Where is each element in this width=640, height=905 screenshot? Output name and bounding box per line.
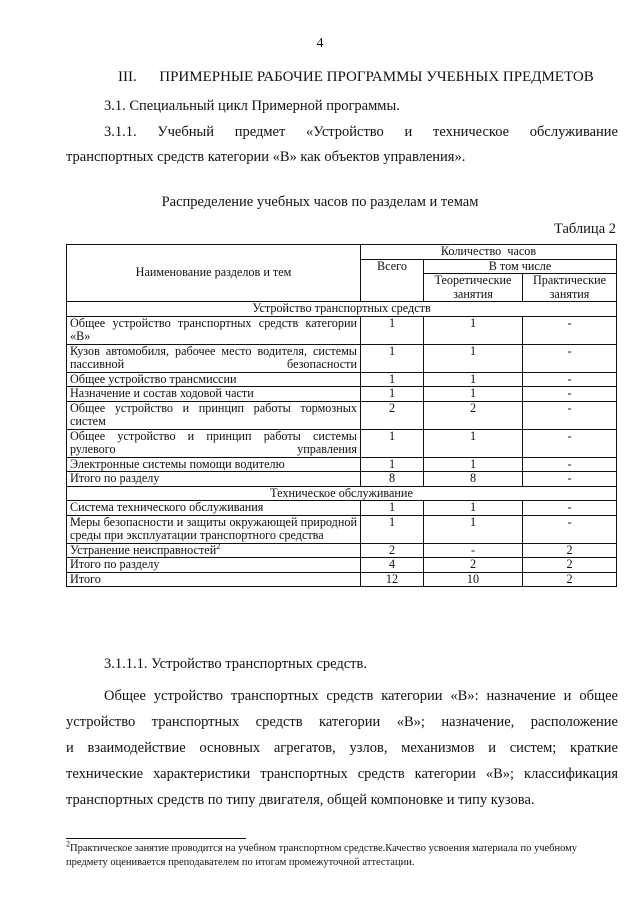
theory-cell: 1 bbox=[424, 457, 523, 472]
total-cell: 1 bbox=[361, 387, 424, 402]
footnote bbox=[66, 839, 618, 870]
table-caption: Распределение учебных часов по разделам и темам bbox=[161, 194, 479, 210]
body-line-2: устройство транспортных средств категории «В»; назначение, расположение bbox=[66, 714, 618, 730]
practice-cell: - bbox=[523, 429, 617, 457]
hours-table bbox=[66, 244, 617, 587]
theory-cell: 1 bbox=[424, 387, 523, 402]
table-row bbox=[67, 429, 617, 457]
subject-line-2: транспортных средств категории «В» как объектов управления». bbox=[66, 149, 466, 165]
topic-name: Общее устройство и принцип работы системы рулевого управления bbox=[67, 429, 361, 457]
table-row bbox=[67, 387, 617, 402]
total-cell: 1 bbox=[361, 515, 424, 543]
header-total: Всего bbox=[361, 259, 424, 302]
table-row bbox=[67, 372, 617, 387]
table-row bbox=[67, 515, 617, 543]
total-cell: 1 bbox=[361, 372, 424, 387]
practice-cell: - bbox=[523, 501, 617, 516]
topic-name: Общее устройство и принцип работы тормозных систем bbox=[67, 401, 361, 429]
body-line-1: Общее устройство транспортных средств категории «В»: назначение и общее bbox=[104, 688, 618, 704]
table-row bbox=[67, 401, 617, 429]
theory-cell: 1 bbox=[424, 501, 523, 516]
footnote-mark: 2 bbox=[216, 541, 221, 551]
topic-name: Общее устройство трансмиссии bbox=[67, 372, 361, 387]
table-row bbox=[67, 501, 617, 516]
section-heading: Устройство транспортных средств bbox=[67, 302, 617, 317]
theory-cell: 2 bbox=[424, 401, 523, 429]
table-row bbox=[67, 457, 617, 472]
practice-cell: - bbox=[523, 372, 617, 387]
table-row bbox=[67, 543, 617, 558]
practice-cell: - bbox=[523, 401, 617, 429]
footnote-text: Практическое занятие проводится на учебном транспортном средстве.Качество усвоения материала по учебному предмету оценивается преподавателем по итогам промежуточной аттестации. bbox=[66, 843, 578, 868]
practice-cell: - bbox=[523, 387, 617, 402]
subject-line-1: 3.1.1. Учебный предмет «Устройство и техническое обслуживание bbox=[104, 124, 618, 140]
topic-name: Итого по разделу bbox=[67, 472, 361, 487]
topic-name: Назначение и состав ходовой части bbox=[67, 387, 361, 402]
topic-name: Система технического обслуживания bbox=[67, 501, 361, 516]
practice-cell: - bbox=[523, 316, 617, 344]
subheading-3111: 3.1.1.1. Устройство транспортных средств. bbox=[104, 656, 367, 672]
header-practice: Практические занятия bbox=[523, 274, 617, 302]
total-cell: 2 bbox=[361, 543, 424, 558]
header-theory: Теоретические занятия bbox=[424, 274, 523, 302]
body-line-5: транспортных средств по типу двигателя, общей компоновке и типу кузова. bbox=[66, 792, 535, 808]
subsection-title: 3.1. Специальный цикл Примерной программы. bbox=[104, 98, 400, 114]
total-cell: 1 bbox=[361, 429, 424, 457]
practice-cell: 2 bbox=[523, 543, 617, 558]
theory-cell: - bbox=[424, 543, 523, 558]
theory-cell: 1 bbox=[424, 372, 523, 387]
topic-name: Устранение неисправностей$^2$ bbox=[67, 543, 361, 558]
footnote-divider bbox=[66, 838, 246, 839]
table-row bbox=[67, 316, 617, 344]
topic-name: Меры безопасности и защиты окружающей природной среды при эксплуатации транспортного средства bbox=[67, 515, 361, 543]
total-cell: 1 bbox=[361, 344, 424, 372]
total-cell: 8 bbox=[361, 472, 424, 487]
table-label: Таблица 2 bbox=[553, 221, 616, 237]
topic-name: Кузов автомобиля, рабочее место водителя, системы пассивной безопасности bbox=[67, 344, 361, 372]
table-row bbox=[67, 472, 617, 487]
total-cell: 4 bbox=[361, 558, 424, 573]
practice-cell: - bbox=[523, 515, 617, 543]
total-cell: 12 bbox=[361, 572, 424, 587]
total-cell: 2 bbox=[361, 401, 424, 429]
theory-cell: 1 bbox=[424, 515, 523, 543]
total-cell: 1 bbox=[361, 316, 424, 344]
theory-cell: 1 bbox=[424, 429, 523, 457]
theory-cell: 1 bbox=[424, 316, 523, 344]
practice-cell: - bbox=[523, 344, 617, 372]
theory-cell: 8 bbox=[424, 472, 523, 487]
section-heading: Техническое обслуживание bbox=[67, 486, 617, 501]
page-number: 4 bbox=[316, 36, 324, 51]
practice-cell: - bbox=[523, 457, 617, 472]
theory-cell: 2 bbox=[424, 558, 523, 573]
header-hours: Количество часов bbox=[361, 245, 617, 260]
practice-cell: 2 bbox=[523, 572, 617, 587]
topic-name: Электронные системы помощи водителю bbox=[67, 457, 361, 472]
header-topics: Наименование разделов и тем bbox=[67, 245, 361, 302]
header-including: В том числе bbox=[424, 259, 617, 274]
topic-name: Итого bbox=[67, 572, 361, 587]
theory-cell: 1 bbox=[424, 344, 523, 372]
total-cell: 1 bbox=[361, 501, 424, 516]
table-row bbox=[67, 572, 617, 587]
practice-cell: 2 bbox=[523, 558, 617, 573]
table-row bbox=[67, 558, 617, 573]
table-row bbox=[67, 344, 617, 372]
topic-name: Итого по разделу bbox=[67, 558, 361, 573]
footnote-number: 2 bbox=[66, 839, 70, 849]
practice-cell: - bbox=[523, 472, 617, 487]
total-cell: 1 bbox=[361, 457, 424, 472]
body-line-4: технические характеристики транспортных средств категории «В»; классификация bbox=[66, 766, 618, 782]
body-line-3: и взаимодействие основных агрегатов, узлов, механизмов и систем; краткие bbox=[66, 740, 618, 756]
topic-name: Общее устройство транспортных средств категории «В» bbox=[67, 316, 361, 344]
section-title: III. ПРИМЕРНЫЕ РАБОЧИЕ ПРОГРАММЫ УЧЕБНЫХ ПРЕДМЕТОВ bbox=[118, 69, 594, 85]
theory-cell: 10 bbox=[424, 572, 523, 587]
